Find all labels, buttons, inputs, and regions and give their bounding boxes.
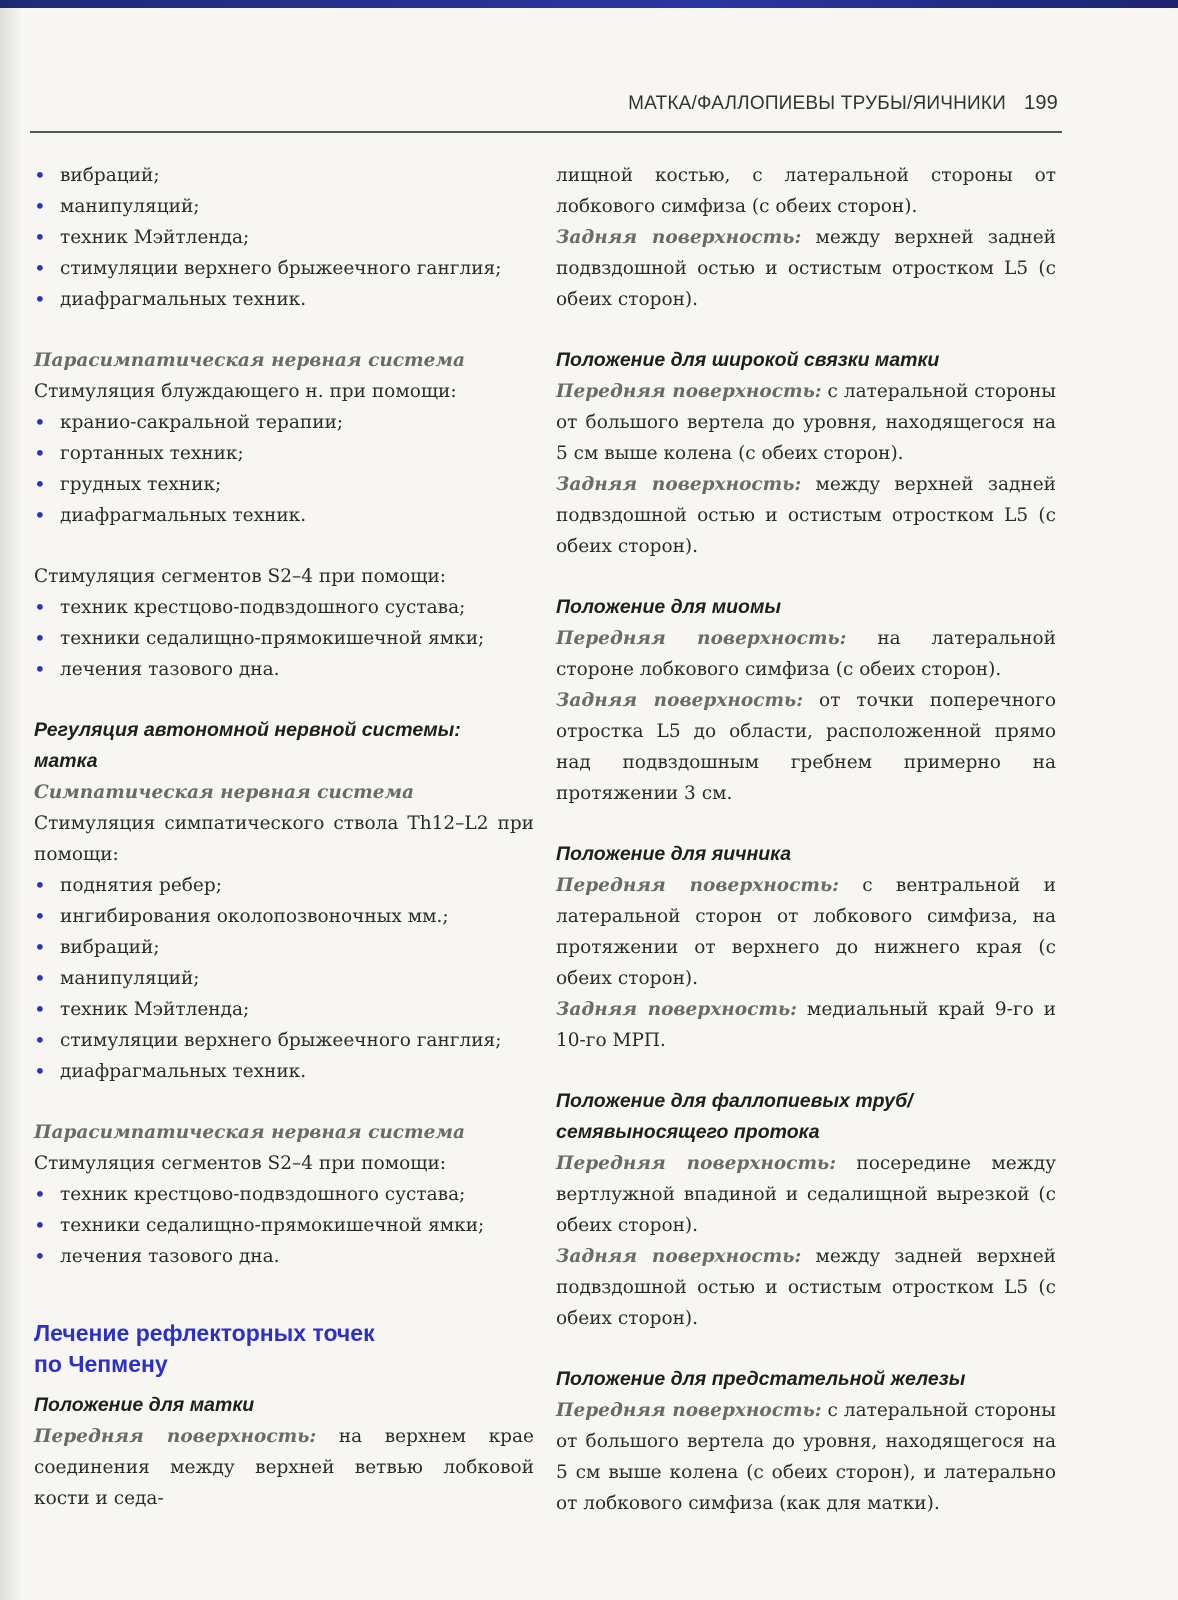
term-label: Передняя поверхность: (556, 628, 847, 649)
paragraph-front-surface (34, 1421, 534, 1514)
list-item: • манипуляций; (34, 191, 534, 222)
list-item: • грудных техник; (34, 469, 534, 500)
term-label: Передняя поверхность: (34, 1426, 317, 1447)
term-text: от точки поперечного отростка L5 до области, расположенной прямо над подвздошным гребнем примерно на протяжении 3 см. (556, 690, 1056, 804)
term-text: посередине между вертлужной впадиной и седалищной вырезкой (с обеих сторон). (556, 1153, 1056, 1236)
section-heading-uterus: Положение для матки (34, 1394, 255, 1416)
term-label: Задняя поверхность: (556, 999, 797, 1020)
heading-line: матка (34, 750, 98, 772)
paragraph-back-surface (556, 1241, 1056, 1334)
running-head (0, 92, 1058, 115)
paragraph-front-surface (556, 376, 1056, 469)
term-text: с вентральной и латеральной сторон от лобкового симфиза, на протяжении от верхнего до нижнего края (с обеих сторон). (556, 875, 1056, 989)
list-item: • техники седалищно-прямокишечной ямки; (34, 1210, 534, 1241)
bullet-list-sacral (34, 592, 534, 685)
paragraph-back-surface (556, 222, 1056, 315)
term-text: между верхней задней подвздошной остью и остистым отростком L5 (с обеих сторон). (556, 474, 1056, 557)
right-column (556, 160, 1056, 1519)
list-item: • техник крестцово-подвздошного сустава; (34, 1179, 534, 1210)
section-heading-regulation (34, 715, 534, 777)
running-head-title: МАТКА/ФАЛЛОПИЕВЫ ТРУБЫ/ЯИЧНИКИ (628, 93, 1007, 114)
paragraph-intro: Стимуляция симпатического ствола Th12–L2 при помощи: (34, 813, 534, 865)
term-label: Передняя поверхность: (556, 381, 822, 402)
list-item: • стимуляции верхнего брыжеечного ганглия; (34, 1025, 534, 1056)
term-text: с латеральной стороны от большого вертела до уровня, находящегося на 5 см выше колена (с обеих сторон). (556, 381, 1056, 464)
heading-line: Лечение рефлекторных точек (34, 1320, 375, 1346)
term-label: Передняя поверхность: (556, 875, 839, 896)
section-heading: Положение для фаллопиевых труб/ семявыносящего протока (556, 1090, 913, 1143)
section-heading: Положение для миомы (556, 596, 782, 618)
top-color-band (0, 0, 1178, 8)
list-item: • поднятия ребер; (34, 870, 534, 901)
paragraph-intro: Стимуляция сегментов S2–4 при помощи: (34, 1153, 447, 1174)
bullet-list-sacral (34, 1179, 534, 1272)
paragraph-front-surface (556, 870, 1056, 994)
subheading-parasympathetic: Парасимпатическая нервная система (34, 1122, 465, 1143)
header-rule (30, 131, 1062, 133)
term-text: на латеральной стороне лобкового симфиза (с обеих сторон). (556, 628, 1056, 680)
list-item: • стимуляции верхнего брыжеечного ганглия; (34, 253, 534, 284)
heading-line: Регуляция автономной нервной системы: (34, 719, 461, 741)
paragraph-continued: лищной костью, с латеральной стороны от лобкового симфиза (с обеих сторон). (556, 165, 1056, 217)
subheading-parasympathetic: Парасимпатическая нервная система (34, 350, 465, 371)
term-label: Передняя поверхность: (556, 1153, 837, 1174)
term-label: Задняя поверхность: (556, 227, 802, 248)
subheading-sympathetic: Симпатическая нервная система (34, 782, 415, 803)
bullet-list-sympathetic (34, 870, 534, 1087)
list-item: • кранио-сакральной терапии; (34, 407, 534, 438)
section-heading: Положение для предстательной железы (556, 1368, 966, 1390)
page-spine-shadow (0, 0, 22, 1600)
heading-line: по Чепмену (34, 1351, 168, 1377)
list-item: • ингибирования околопозвоночных мм.; (34, 901, 534, 932)
paragraph-front-surface (556, 1148, 1056, 1241)
section-heading: Положение для яичника (556, 843, 792, 865)
term-label: Задняя поверхность: (556, 1246, 802, 1267)
list-item: • диафрагмальных техник. (34, 500, 534, 531)
term-text: между задней верхней подвздошной остью и остистым отростком L5 (с обеих сторон). (556, 1246, 1056, 1329)
list-item: • техник крестцово-подвздошного сустава; (34, 592, 534, 623)
term-text: медиальный край 9-го и 10-го МРП. (556, 999, 1056, 1051)
list-item: • диафрагмальных техник. (34, 284, 534, 315)
page-number: 199 (1024, 92, 1058, 114)
list-item: • лечения тазового дна. (34, 1241, 534, 1272)
term-label: Передняя поверхность: (556, 1400, 822, 1421)
term-text: между верхней задней подвздошной остью и остистым отростком L5 (с обеих сторон). (556, 227, 1056, 310)
paragraph-front-surface (556, 1395, 1056, 1519)
list-item: • манипуляций; (34, 963, 534, 994)
term-label: Задняя поверхность: (556, 474, 802, 495)
paragraph-back-surface (556, 994, 1056, 1056)
list-item: • лечения тазового дна. (34, 654, 534, 685)
term-text: на верхнем крае соединения между верхней ветвью лобковой кости и седа- (34, 1426, 534, 1509)
section-heading-chapman (34, 1318, 534, 1380)
paragraph-intro: Стимуляция сегментов S2–4 при помощи: (34, 566, 447, 587)
term-text: с латеральной стороны от большого вертела до уровня, находящегося на 5 см выше колена (с обеих сторон), и латерально от лобкового симфиза (как для матки). (556, 1400, 1056, 1514)
list-item: • техник Мэйтленда; (34, 222, 534, 253)
list-item: • техники седалищно-прямокишечной ямки; (34, 623, 534, 654)
bullet-list-top (34, 160, 534, 315)
paragraph-intro: Стимуляция блуждающего н. при помощи: (34, 381, 457, 402)
paragraph-back-surface (556, 469, 1056, 562)
paragraph-back-surface (556, 685, 1056, 809)
section-heading: Положение для широкой связки матки (556, 349, 940, 371)
list-item: • вибраций; (34, 160, 534, 191)
term-label: Задняя поверхность: (556, 690, 804, 711)
list-item: • диафрагмальных техник. (34, 1056, 534, 1087)
list-item: • гортанных техник; (34, 438, 534, 469)
list-item: • вибраций; (34, 932, 534, 963)
paragraph-front-surface (556, 623, 1056, 685)
bullet-list-vagus (34, 407, 534, 531)
list-item: • техник Мэйтленда; (34, 994, 534, 1025)
left-column (34, 160, 534, 1514)
